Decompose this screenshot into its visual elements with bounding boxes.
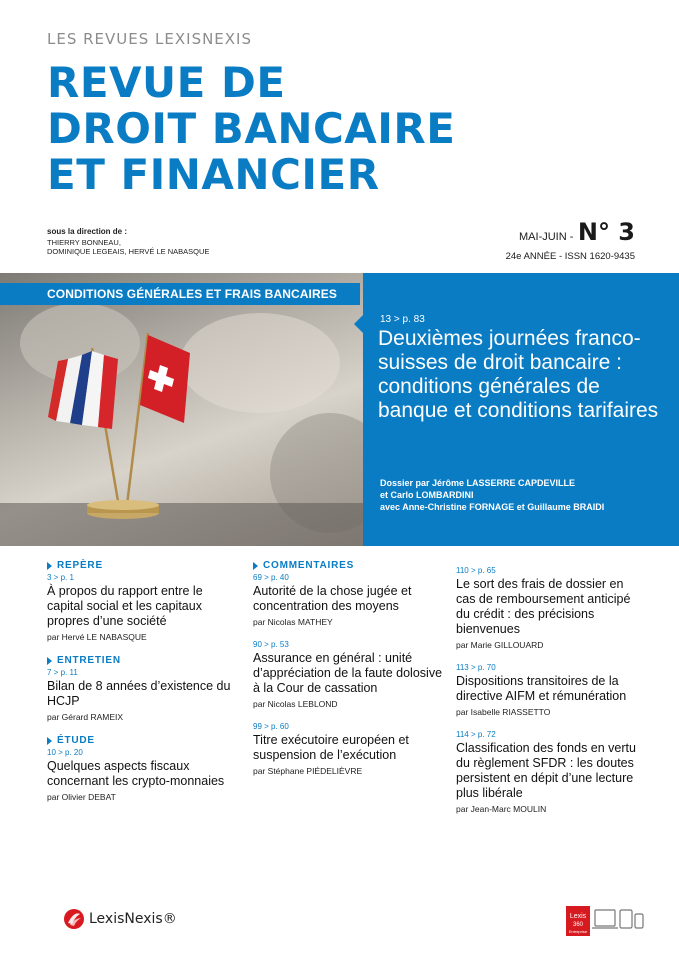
journal-title [47, 60, 487, 198]
lexis360-badge-icon [566, 906, 646, 940]
entry-title: Classification des fonds en vertu du règlement SFDR : les doutes persistent en dépit d’une lecture plus libérale [456, 741, 636, 800]
direction-label: sous la direction de : [47, 227, 128, 236]
toc-entry[interactable] [47, 668, 237, 722]
lexis360-badge[interactable] [566, 906, 646, 945]
issue-year-issn: 24e ANNÉE - ISSN 1620-9435 [505, 251, 635, 262]
feature-panel [363, 273, 679, 546]
entry-author: par Hervé LE NABASQUE [47, 632, 147, 642]
entry-title: Assurance en général : unité d’appréciation de la faute dolosive à la Cour de cassation [253, 651, 443, 695]
entry-page-ref: 90 > p. 53 [253, 640, 289, 649]
badge-line-3: Entreprise [568, 929, 588, 934]
section-triangle-icon [47, 737, 52, 745]
issue-number: N° 3 [577, 218, 635, 246]
badge-line-1: Lexis [569, 913, 587, 920]
toc-entry[interactable] [253, 573, 443, 627]
entry-title: À propos du rapport entre le capital social et les capitaux propres d’une société [47, 584, 203, 628]
entry-author: par Jean-Marc MOULIN [456, 804, 547, 814]
entry-author: par Gérard RAMEIX [47, 712, 124, 722]
entry-page-ref: 3 > p. 1 [47, 573, 74, 582]
entry-page-ref: 69 > p. 40 [253, 573, 289, 582]
entry-author: par Isabelle RIASSETTO [456, 707, 551, 717]
title-line-2: DROIT BANCAIRE [47, 104, 456, 153]
badge-line-2: 360 [572, 922, 584, 928]
toc-column-1 [47, 560, 237, 815]
editorial-direction [47, 227, 209, 256]
french-swiss-flags-illustration [0, 273, 363, 546]
toc-entry[interactable] [47, 573, 237, 642]
toc-column-3 [456, 566, 646, 827]
panel-notch [354, 315, 363, 333]
byline-line-1: Dossier par Jérôme LASSERRE CAPDEVILLE [380, 478, 576, 488]
entry-page-ref: 110 > p. 65 [456, 566, 496, 575]
devices-icon [592, 910, 643, 928]
toc-entry[interactable] [253, 722, 443, 776]
feature-headline: Deuxièmes journées franco-suisses de droit bancaire : conditions générales de banque et conditions tarifaires [378, 327, 659, 422]
lexisnexis-logo-icon [63, 908, 85, 930]
entry-author: par Stéphane PIÉDELIÈVRE [253, 766, 363, 776]
entry-author: par Nicolas MATHEY [253, 617, 333, 627]
section-triangle-icon [47, 657, 52, 665]
section-triangle-icon [47, 562, 52, 570]
section-triangle-icon [253, 562, 258, 570]
flags-photo [0, 273, 363, 546]
entry-title: Quelques aspects fiscaux concernant les crypto-monnaies [47, 759, 225, 788]
section-banner: CONDITIONS GÉNÉRALES ET FRAIS BANCAIRES [0, 283, 360, 305]
series-name: LES REVUES LEXISNEXIS [47, 30, 253, 48]
byline-line-3: avec Anne-Christine FORNAGE et Guillaume BRAIDI [380, 502, 605, 512]
feature-ref: 13 > p. 83 [380, 314, 425, 325]
entry-title: Titre exécutoire européen et suspension de l’exécution [253, 733, 409, 762]
directors-line-1: THIERRY BONNEAU, [47, 238, 121, 247]
toc-entry[interactable] [456, 730, 646, 814]
toc-column-2 [253, 560, 443, 789]
publisher-name: LexisNexis® [89, 911, 177, 927]
entry-page-ref: 7 > p. 11 [47, 668, 78, 677]
toc-entry[interactable] [47, 748, 237, 802]
entry-title: Dispositions transitoires de la directive AIFM et rémunération [456, 674, 627, 703]
entry-title: Bilan de 8 années d’existence du HCJP [47, 679, 231, 708]
lexisnexis-logo[interactable] [63, 908, 177, 930]
entry-author: par Nicolas LEBLOND [253, 699, 338, 709]
issue-period: MAI-JUIN - [519, 231, 574, 243]
entry-title: Autorité de la chose jugée et concentration des moyens [253, 584, 412, 613]
toc-entry[interactable] [456, 566, 646, 650]
directors-line-2: DOMINIQUE LEGEAIS, HERVÉ LE NABASQUE [47, 247, 210, 256]
entry-author: par Olivier DEBAT [47, 792, 116, 802]
feature-hero [0, 273, 679, 546]
entry-page-ref: 114 > p. 72 [456, 730, 496, 739]
section-repere: REPÈRE [47, 560, 237, 571]
byline-line-2: et Carlo LOMBARDINI [380, 490, 474, 500]
section-etude: ÉTUDE [47, 735, 237, 746]
toc-entry[interactable] [456, 663, 646, 717]
entry-page-ref: 99 > p. 60 [253, 722, 289, 731]
feature-byline [380, 477, 604, 513]
title-line-3: ET FINANCIER [47, 150, 380, 199]
section-entretien: ENTRETIEN [47, 655, 237, 666]
issue-info [500, 218, 635, 262]
title-line-1: REVUE DE [47, 58, 286, 107]
toc-entry[interactable] [253, 640, 443, 709]
entry-author: par Marie GILLOUARD [456, 640, 544, 650]
entry-title: Le sort des frais de dossier en cas de remboursement anticipé du crédit : des précisions bienvenues [456, 577, 631, 636]
entry-page-ref: 10 > p. 20 [47, 748, 83, 757]
entry-page-ref: 113 > p. 70 [456, 663, 496, 672]
section-commentaires: COMMENTAIRES [253, 560, 443, 571]
